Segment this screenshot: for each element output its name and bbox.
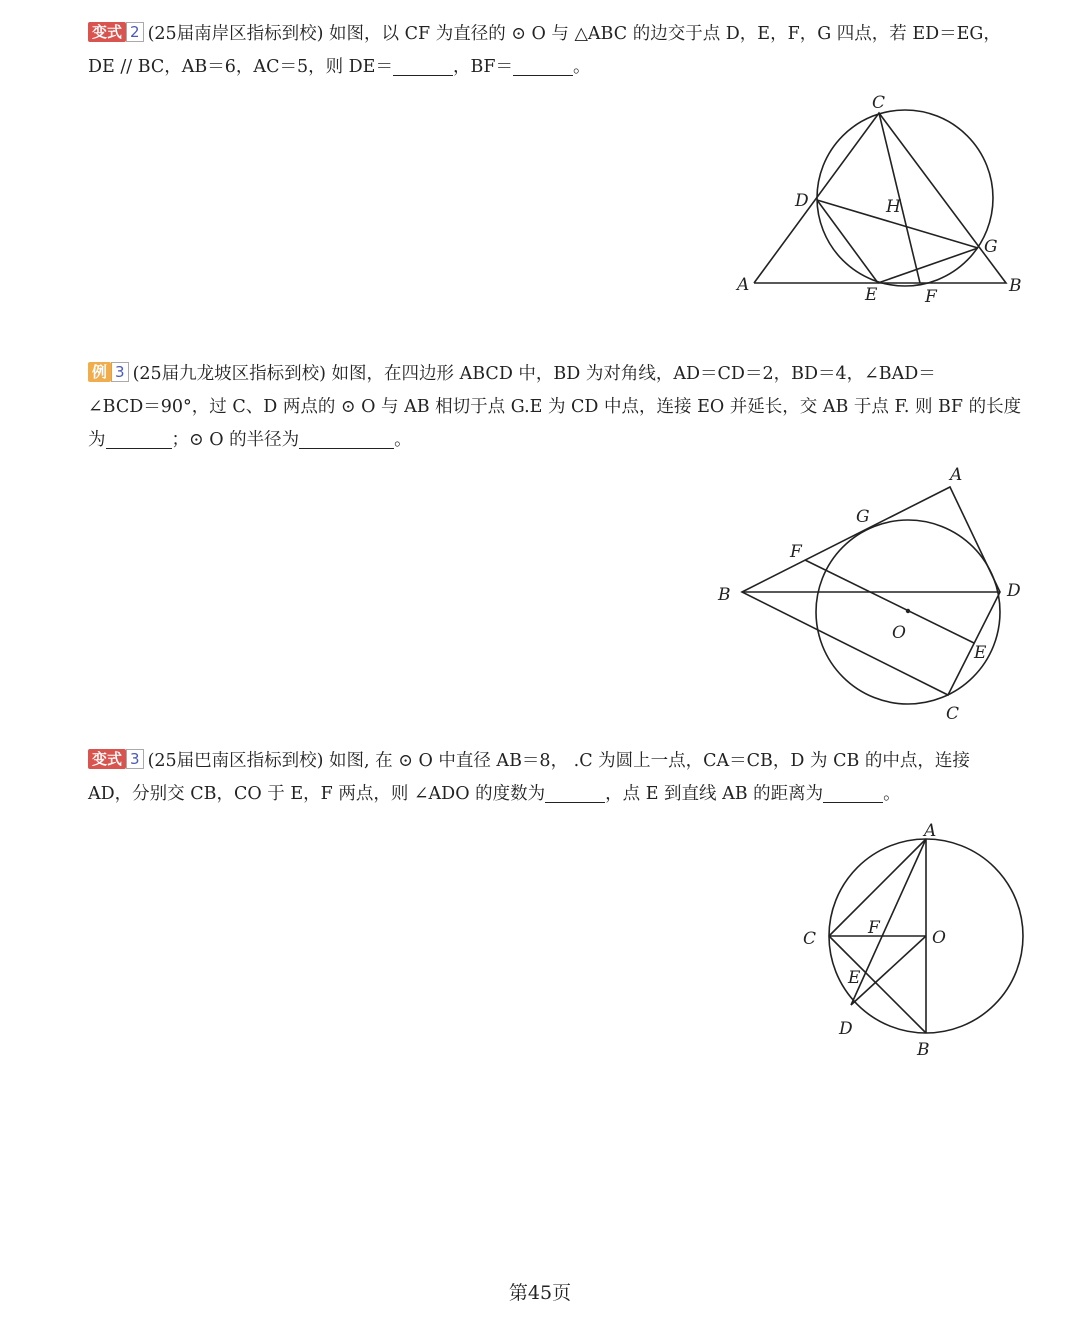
example-tag: 例 (88, 362, 111, 382)
label-e: E (974, 643, 987, 663)
problem-number: 3 (126, 749, 144, 769)
problem-line (88, 745, 1038, 778)
label-e: E (848, 968, 861, 988)
label-a: A (924, 821, 937, 841)
variant-tag: 变式 (88, 749, 126, 769)
label-b: B (1009, 276, 1022, 296)
triangle-abc (754, 113, 1006, 283)
problem-text: ，点 E 到直线 AB 的距离为 (605, 784, 824, 804)
answer-blank[interactable] (299, 432, 394, 449)
problem-line (88, 778, 1038, 811)
figure-circle-diameter (795, 818, 1035, 1063)
label-a: A (950, 465, 963, 485)
problem-text: 。 (572, 57, 591, 77)
problem-text: (25届巴南区指标到校) 如图, 在 ⊙ O 中直径 AB＝8， .C 为圆上一点，CA＝CB，D 为 CB 的中点，连接 (147, 751, 970, 771)
label-c: C (872, 93, 886, 113)
answer-blank[interactable] (545, 786, 605, 803)
page-number: 第45页 (508, 1282, 572, 1304)
figure-triangle-circle (730, 90, 1030, 320)
label-o: O (892, 623, 906, 643)
problem-number: 2 (126, 22, 144, 42)
problem-example-3 (88, 358, 1038, 457)
label-c: C (946, 704, 960, 724)
label-a: A (737, 275, 750, 295)
problem-text: (25届南岸区指标到校) 如图，以 CF 为直径的 ⊙ O 与 △ABC 的边交于点 D，E，F，G 四点，若 ED＝EG， (147, 24, 1001, 44)
problem-variant-3 (88, 745, 1038, 811)
problem-number: 3 (111, 362, 129, 382)
problem-text: 。 (883, 784, 901, 804)
problem-text: AD，分别交 CB，CO 于 E，F 两点，则 ∠ADO 的度数为 (88, 784, 546, 804)
problem-line (88, 424, 1038, 457)
segment-de (817, 200, 878, 283)
label-f: F (868, 918, 880, 938)
label-f: F (790, 542, 802, 562)
problem-text: ，BF＝ (452, 57, 513, 77)
problem-line (88, 358, 1038, 391)
label-b: B (917, 1040, 930, 1060)
problem-variant-2 (88, 18, 1038, 84)
label-f: F (925, 287, 937, 307)
problem-text: (25届九龙坡区指标到校) 如图，在四边形 ABCD 中，BD 为对角线，AD＝CD＝2，BD＝4，∠BAD＝ (132, 364, 936, 384)
label-g: G (984, 237, 998, 257)
label-h: H (886, 197, 901, 217)
label-d: D (795, 191, 809, 211)
circle-o (817, 110, 993, 286)
segment-eg (878, 248, 978, 283)
label-o: O (932, 928, 946, 948)
problem-line (88, 51, 1038, 84)
problem-text: 。 (394, 430, 412, 450)
problem-text: DE // BC，AB＝6，AC＝5，则 DE＝ (88, 57, 393, 77)
answer-blank[interactable] (513, 59, 573, 76)
answer-blank[interactable] (393, 59, 453, 76)
problem-text: ∠BCD＝90°，过 C、D 两点的 ⊙ O 与 AB 相切于点 G.E 为 CD 中点，连接 EO 并延长，交 AB 于点 F. 则 BF 的长度 (88, 397, 1022, 417)
segment-fe (805, 560, 974, 643)
answer-blank[interactable] (823, 786, 883, 803)
center-point-o (906, 609, 910, 613)
problem-text: ；⊙ O 的半径为 (171, 430, 300, 450)
problem-line (88, 391, 1038, 424)
label-b: B (718, 585, 731, 605)
label-e: E (865, 285, 878, 305)
label-d: D (839, 1019, 853, 1039)
variant-tag: 变式 (88, 22, 126, 42)
figure-quadrilateral-circle (710, 460, 1040, 725)
answer-blank[interactable] (106, 432, 172, 449)
quadrilateral-abcd (742, 487, 1000, 695)
problem-line (88, 18, 1038, 51)
label-g: G (856, 507, 870, 527)
label-c: C (803, 929, 817, 949)
problem-text: 为 (88, 430, 106, 450)
label-d: D (1007, 581, 1021, 601)
